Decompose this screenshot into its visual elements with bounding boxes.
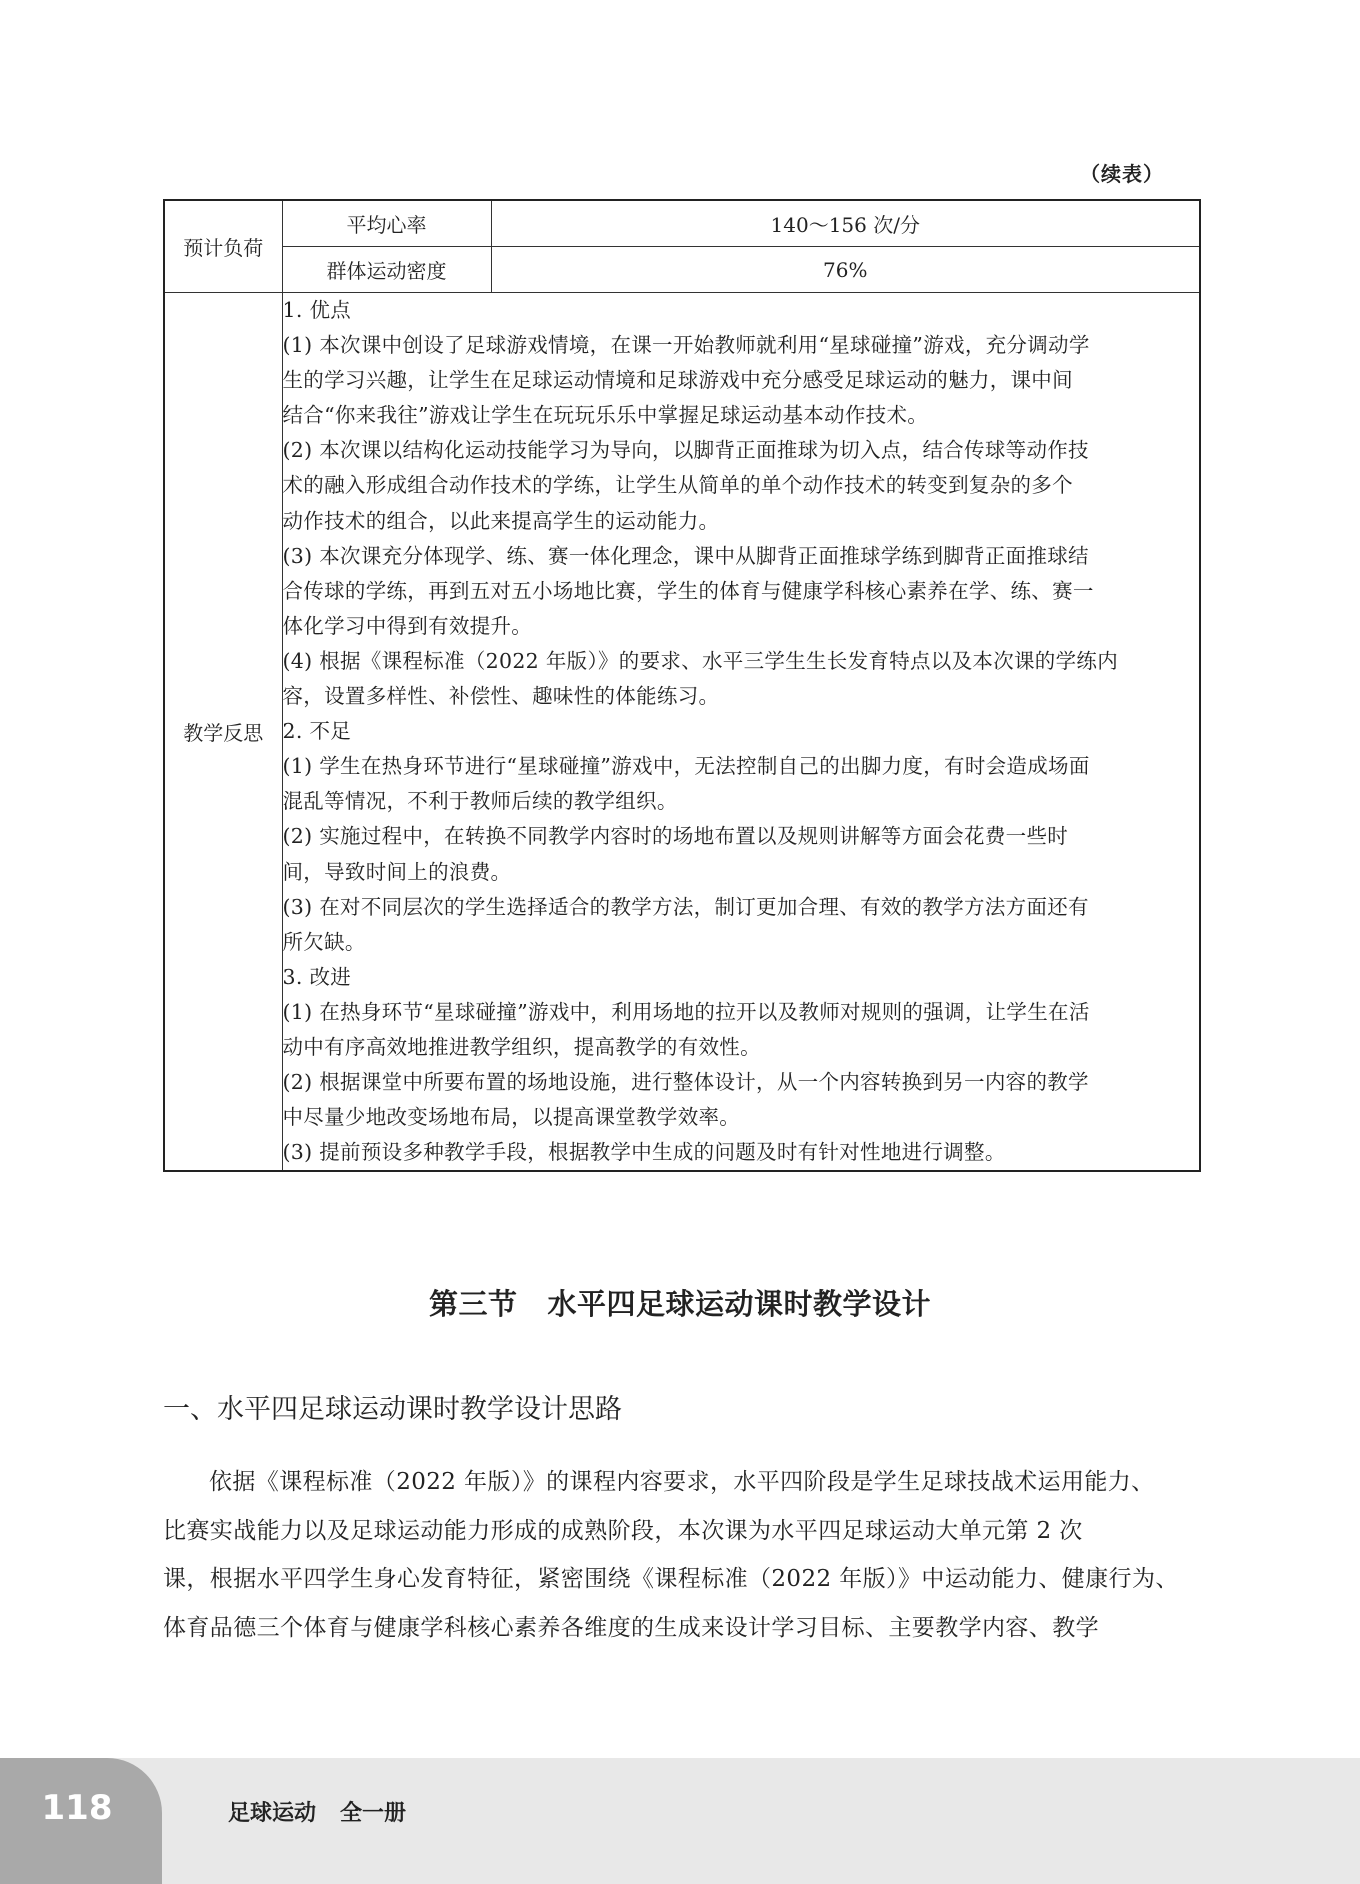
reflection-line: (2) 实施过程中，在转换不同教学内容时的场地布置以及规则讲解等方面会花费一些时 [282,824,1069,849]
subsection-title: 一、水平四足球运动课时教学设计思路 [163,1394,622,1425]
book-title [228,1796,406,1827]
reflection-line: 术的融入形成组合动作技术的学练，让学生从简单的单个动作技术的转变到复杂的多个 [282,473,1073,498]
page-number: 118 [41,1788,113,1828]
reflection-line: 所欠缺。 [282,929,366,954]
book-name: 足球运动 [228,1801,317,1826]
reflection-line: 3. 改进 [282,964,352,989]
paragraph-line: 课，根据水平四学生身心发育特征，紧密围绕《课程标准（2022 年版）》中运动能力、健康行为、 [163,1566,1179,1592]
reflection-line: 体化学习中得到有效提升。 [282,613,533,638]
density-value: 76% [491,247,1200,293]
footer-bar [0,1758,1360,1884]
reflection-line: 间，导致时间上的浪费。 [282,859,512,884]
density-label: 群体运动密度 [282,247,491,293]
reflection-line: 1. 优点 [282,298,352,322]
continued-label: （续表） [1080,162,1164,186]
reflection-line: (1) 本次课中创设了足球游戏情境，在课一开始教师就利用“星球碰撞”游戏，充分调动学 [282,333,1090,358]
reflection-content [282,293,1200,1172]
reflection-line: 2. 不足 [282,719,352,744]
reflection-line: 中尽量少地改变场地布局，以提高课堂教学效率。 [282,1105,741,1130]
reflection-line: (2) 根据课堂中所要布置的场地设施，进行整体设计，从一个内容转换到另一内容的教学 [282,1070,1089,1095]
paragraph-line: 比赛实战能力以及足球运动能力形成的成熟阶段，本次课为水平四足球运动大单元第 2 次 [163,1517,1083,1544]
reflection-line: 动中有序高效地推进教学组织，提高教学的有效性。 [282,1034,761,1059]
lesson-summary-table [163,199,1201,1172]
reflection-line: (3) 提前预设多种教学手段，根据教学中生成的问题及时有针对性地进行调整。 [282,1140,1006,1165]
reflection-line: (4) 根据《课程标准（2022 年版）》的要求、水平三学生生长发育特点以及本次课的学练内 [282,648,1118,673]
section-title [0,1284,1360,1324]
reflection-line: 结合“你来我往”游戏让学生在玩玩乐乐中掌握足球运动基本动作技术。 [282,403,929,428]
reflection-line: (3) 本次课充分体现学、练、赛一体化理念，课中从脚背正面推球学练到脚背正面推球结 [282,543,1089,568]
body-paragraph [163,1458,1203,1652]
reflection-line: (3) 在对不同层次的学生选择适合的教学方法，制订更加合理、有效的教学方法方面还有 [282,894,1089,919]
paragraph-line: 依据《课程标准（2022 年版）》的课程内容要求，水平四阶段是学生足球技战术运用能力、 [209,1469,1155,1495]
reflection-line: 合传球的学练，再到五对五小场地比赛，学生的体育与健康学科核心素养在学、练、赛一 [282,578,1094,603]
reflection-header-cell: 教学反思 [164,293,282,1172]
reflection-line: (2) 本次课以结构化运动技能学习为导向，以脚背正面推球为切入点，结合传球等动作技 [282,438,1089,463]
reflection-line: (1) 学生在热身环节进行“星球碰撞”游戏中，无法控制自己的出脚力度，有时会造成场面 [282,754,1090,779]
load-header-cell: 预计负荷 [164,200,282,293]
reflection-line: 容，设置多样性、补偿性、趣味性的体能练习。 [282,684,720,709]
book-volume: 全一册 [340,1801,407,1826]
paragraph-line: 体育品德三个体育与健康学科核心素养各维度的生成来设计学习目标、主要教学内容、教学 [163,1614,1099,1641]
reflection-line: 生的学习兴趣，让学生在足球运动情境和足球游戏中充分感受足球运动的魅力，课中间 [282,368,1073,393]
reflection-line: 动作技术的组合，以此来提高学生的运动能力。 [282,508,720,533]
section-number: 第三节 [428,1287,518,1321]
heart-rate-label: 平均心率 [282,200,491,247]
reflection-line: 混乱等情况，不利于教师后续的教学组织。 [282,789,678,814]
reflection-line: (1) 在热身环节“星球碰撞”游戏中，利用场地的拉开以及教师对规则的强调，让学生在活 [282,999,1090,1024]
heart-rate-value: 140～156 次/分 [491,200,1200,247]
section-name: 水平四足球运动课时教学设计 [547,1287,932,1321]
